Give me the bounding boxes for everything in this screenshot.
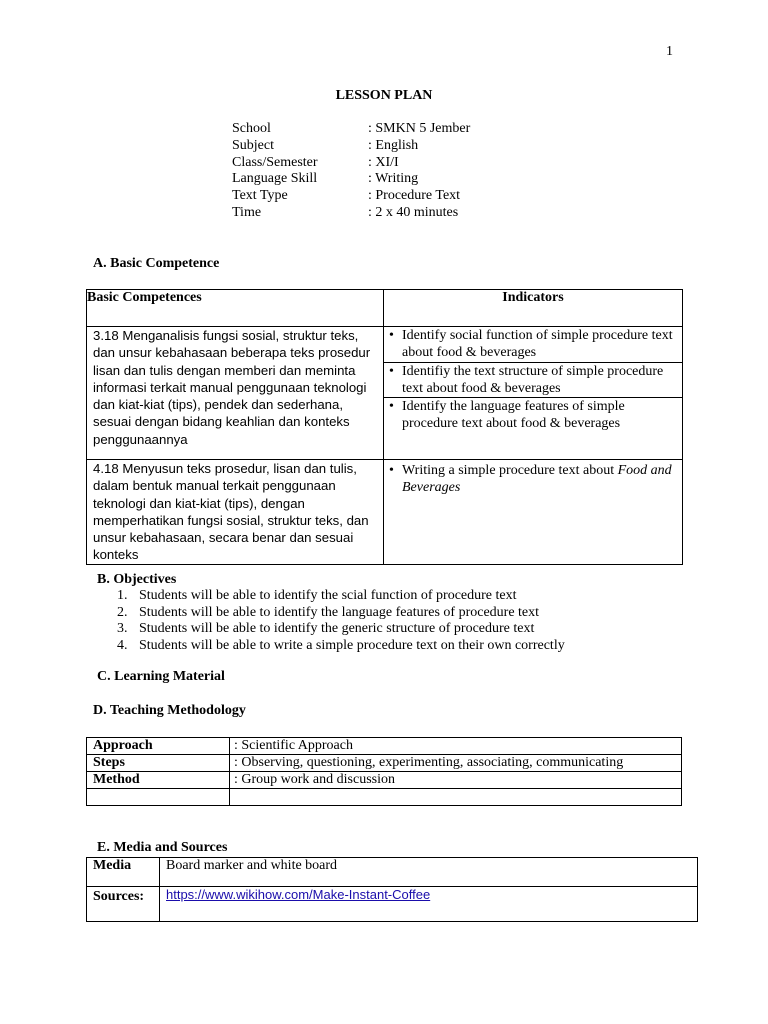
section-b-heading: B. Objectives xyxy=(97,572,177,587)
sources-label: Sources: xyxy=(87,887,160,922)
table-row xyxy=(87,738,682,755)
media-label: Media xyxy=(87,858,160,887)
col-header-indicators: Indicators xyxy=(384,290,683,327)
indicator-item: • Writing a simple procedure text about Food and Beverages xyxy=(389,463,672,495)
info-value: : Writing xyxy=(368,171,419,187)
list-item: 1. Students will be able to identify the scial function of procedure text xyxy=(117,588,517,603)
media-value: Board marker and white board xyxy=(160,858,698,887)
method-key: Method xyxy=(87,772,230,789)
section-a-heading: A. Basic Competence xyxy=(93,256,220,271)
method-value: : Observing, questioning, experimenting, associating, communicating xyxy=(230,755,682,772)
method-value: : Scientific Approach xyxy=(230,738,682,755)
info-key: Text Type xyxy=(232,188,288,204)
section-e-heading: E. Media and Sources xyxy=(97,840,228,855)
info-key: Subject xyxy=(232,137,274,153)
info-value: : 2 x 40 minutes xyxy=(368,204,459,220)
indicator-item: • Identify the language features of simple procedure text about food & beverages xyxy=(389,399,625,431)
lesson-info-table xyxy=(232,121,470,222)
table-row xyxy=(87,887,698,922)
info-key: School xyxy=(232,121,271,136)
section-d-heading: D. Teaching Methodology xyxy=(93,703,246,718)
info-key: Class/Semester xyxy=(232,154,318,170)
info-row xyxy=(232,155,470,172)
basic-competence-table xyxy=(86,289,683,565)
bullet-icon: • xyxy=(389,364,394,379)
bullet-icon: • xyxy=(389,328,394,343)
info-value: : XI/I xyxy=(368,154,399,170)
list-item: 3. Students will be able to identify the generic structure of procedure text xyxy=(117,621,535,637)
table-row xyxy=(87,460,683,565)
list-item: 4. Students will be able to write a simple procedure text on their own correctly xyxy=(117,638,565,654)
info-row xyxy=(232,138,470,155)
col-header-competences: Basic Competences xyxy=(87,290,384,327)
competence-text: 3.18 Menganalisis fungsi sosial, struktur teks, dan unsur kebahasaan beberapa teks prosedur lisan dan tulis dengan memberi dan meminta informasi terkait manual penggunaan teknologi dan kiat-kiat (tips), pendek dan sederhana, sesuai dengan bidang keahlian dan konteks penggunaannya xyxy=(93,328,371,447)
info-value: : SMKN 5 Jember xyxy=(368,121,471,136)
table-row xyxy=(87,327,683,460)
bullet-icon: • xyxy=(389,399,394,414)
info-value: : English xyxy=(368,137,419,153)
table-row xyxy=(87,755,682,772)
method-key: Steps xyxy=(87,755,230,772)
info-value: : Procedure Text xyxy=(368,188,461,204)
info-row xyxy=(232,205,470,222)
table-row xyxy=(87,789,682,806)
info-key: Time xyxy=(232,204,262,220)
section-c-heading: C. Learning Material xyxy=(97,669,225,684)
indicator-item: • Identifiy the text structure of simple procedure text about food & beverages xyxy=(384,363,682,398)
list-item: 2. Students will be able to identify the language features of procedure text xyxy=(117,604,540,620)
info-row xyxy=(232,171,470,188)
info-row xyxy=(232,121,470,138)
page-number: 1 xyxy=(666,44,673,59)
media-sources-table xyxy=(86,857,698,922)
page-title: LESSON PLAN xyxy=(335,88,433,103)
competence-text: 4.18 Menyusun teks prosedur, lisan dan tulis, dalam bentuk manual terkait penggunaan teknologi dan kiat-kiat (tips), dengan memperhatikan fungsi sosial, struktur teks, dan unsur kebahasaan, secara benar dan sesuai konteks xyxy=(93,461,369,563)
table-row xyxy=(87,772,682,789)
info-row xyxy=(232,188,470,205)
method-key: Approach xyxy=(87,738,230,755)
table-row xyxy=(87,858,698,887)
indicator-item: • Identify social function of simple procedure text about food & beverages xyxy=(384,327,682,363)
bullet-icon: • xyxy=(389,463,394,478)
source-link[interactable]: https://www.wikihow.com/Make-Instant-Coffee xyxy=(166,887,431,902)
teaching-methodology-table xyxy=(86,737,682,806)
objectives-list xyxy=(117,588,565,655)
info-key: Language Skill xyxy=(232,171,318,187)
method-value: : Group work and discussion xyxy=(230,772,682,789)
